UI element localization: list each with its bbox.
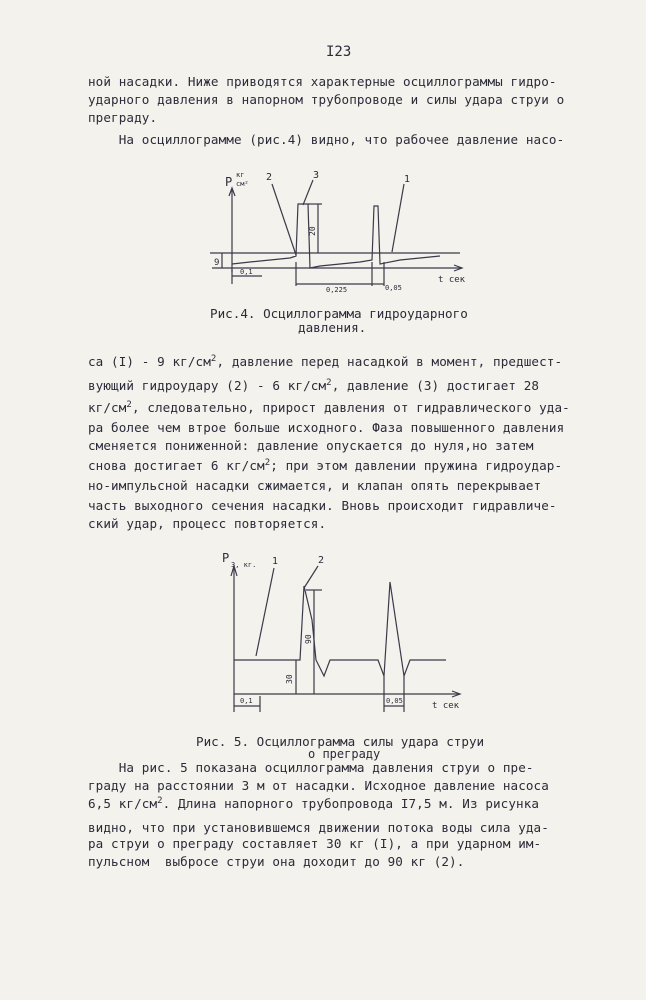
text-run: . Длина напорного трубопровода I7,5 м. Из рисунка [162, 796, 540, 811]
text-run: , следовательно, прирост давления от гидравлического уда- [131, 400, 570, 415]
text-run: вующий гидроудару (2) - 6 кг/см [88, 378, 327, 393]
fig5-curve-label-1: 1 [272, 556, 279, 567]
superscript: 2 [210, 353, 217, 364]
figure-5-caption-line1: Рис. 5. Осциллограмма силы удара струи [196, 734, 485, 749]
fig5-x-label: t сек [432, 701, 460, 711]
fig4-dim-label-2: 0,225 [326, 286, 348, 294]
fig5-amplitude-label: 90 [304, 634, 313, 644]
text-line: видно, что при установившемся движении потока воды сила уда- [88, 820, 549, 835]
fig5-label-2-leader [304, 566, 318, 588]
text-run: сменяется пониженной: давление опускается до нуля,но затем [88, 438, 534, 453]
fig5-y-label: P [222, 551, 230, 565]
text-line: На осциллограмме (рис.4) видно, что рабочее давление насо- [88, 132, 565, 147]
fig4-x-label: t сек [438, 275, 466, 285]
text-run: , давление перед насадкой в момент, предшест- [216, 354, 563, 369]
text-run: часть выходного сечения насадки. Вновь происходит гидравличе- [88, 498, 557, 513]
text-run: кг/см [88, 400, 127, 415]
fig5-dim-label-2: 0,05 [386, 697, 403, 705]
text-run: 6,5 кг/см [88, 796, 158, 811]
text-line: ударного давления в напорном трубопроводе и силы удара струи о [88, 92, 565, 107]
text-line [88, 796, 608, 812]
text-run: но-импульсной насадки сжимается, и клапан опять перекрывает [88, 478, 542, 493]
superscript: 2 [126, 399, 132, 410]
fig4-curve-label-2: 2 [266, 172, 273, 183]
fig4-curve-label-3: 3 [313, 170, 320, 181]
fig5-label-1-leader [256, 568, 274, 656]
text-line: ной насадки. Ниже приводятся характерные осциллограммы гидро- [88, 74, 557, 89]
superscript: 2 [326, 377, 332, 388]
fig4-y-label: P [225, 175, 233, 189]
fig4-dim-label-1: 0,1 [240, 268, 253, 276]
text-line: пульсном выбросе струи она доходит до 90 кг (2). [88, 854, 465, 869]
text-line: На рис. 5 показана осциллограмма давления струи о пре- [88, 760, 534, 775]
text-run: са (I) - 9 кг/см [88, 354, 211, 369]
fig4-level-label: 9 [214, 258, 220, 268]
figure-4-caption-line2: давления. [298, 320, 367, 335]
superscript: 2 [264, 457, 271, 468]
text-run: ; при этом давлении пружина гидроудар- [270, 458, 563, 473]
fig4-amplitude-label: 20 [308, 226, 317, 236]
text-line: ра струи о преграду составляет 30 кг (I), а при ударном им- [88, 836, 542, 851]
superscript: 2 [157, 795, 163, 806]
text-line: граду на расстоянии 3 м от насадки. Исходное давление насоса [88, 778, 549, 793]
text-run: ский удар, процесс повторяется. [88, 516, 327, 531]
figure-4-caption-line1: Рис.4. Осциллограмма гидроударного [210, 306, 468, 321]
fig5-dim-label-1: 0,1 [240, 697, 253, 705]
text-run: снова достигает 6 кг/см [88, 458, 265, 473]
fig5-y-unit: 3, кг. [231, 561, 257, 569]
text-line: преграду. [88, 110, 158, 125]
text-run: ра более чем втрое больше исходного. Фаза повышенного давления [88, 420, 565, 435]
text-run: , давление (3) достигает 28 [331, 378, 540, 393]
figure-5-caption-line2: о преграду [308, 747, 381, 761]
fig4-dim-label-3: 0,05 [385, 284, 402, 292]
fig5-force-trace [234, 582, 446, 676]
fig4-y-unit-top: кг [236, 171, 245, 179]
page-number: I23 [326, 44, 352, 60]
fig5-curve-label-2: 2 [318, 555, 325, 566]
fig4-y-unit-bottom: см² [236, 180, 249, 188]
fig5-level-label: 30 [285, 674, 294, 684]
fig4-curve-label-1: 1 [404, 174, 411, 185]
